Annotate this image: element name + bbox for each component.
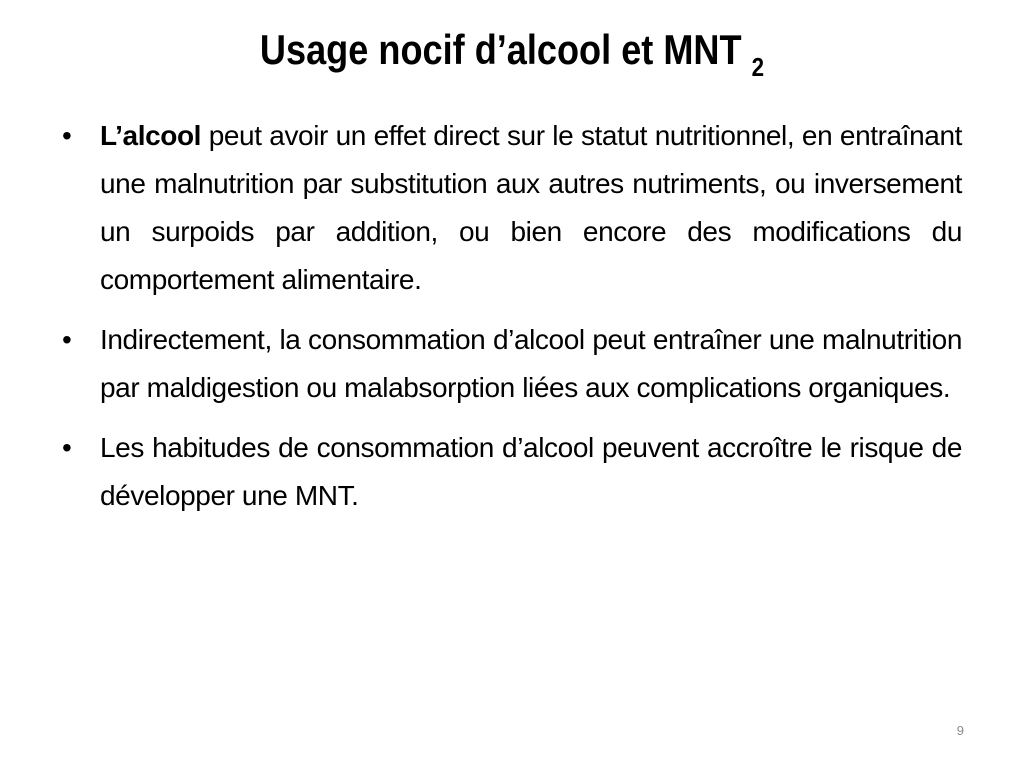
bullet-text-3: Les habitudes de consommation d’alcool peuvent accroître le risque de développer une MNT. (100, 432, 962, 511)
bullet-item-3 (62, 424, 962, 520)
slide-title-subscript: 2 (751, 52, 765, 82)
bullet-icon: • (62, 432, 72, 463)
bullet-lead-alcool: L’alcool (100, 120, 202, 151)
slide-number: 9 (956, 723, 964, 738)
bullet-icon: • (62, 120, 72, 151)
bullet-text-2: Indirectement, la consommation d’alcool peut entraîner une malnutrition par maldigestion ou malabsorption liées aux complications organiques. (100, 324, 962, 403)
bullet-icon: • (62, 324, 72, 355)
slide-title (72, 20, 953, 97)
bullet-body-1: peut avoir un effet direct sur le statut nutritionnel, en entraînant une malnutrition par substitution aux autres nutriments, ou inversement un surpoids par addition, ou bien encore des modifications du comportement alimentaire. (100, 120, 962, 295)
bullet-list (62, 112, 962, 532)
slide-title-main: Usage nocif d’alcool et MNT (259, 26, 742, 73)
bullet-item-2 (62, 316, 962, 412)
bullet-text-1 (100, 112, 962, 304)
bullet-item-1 (62, 112, 962, 304)
